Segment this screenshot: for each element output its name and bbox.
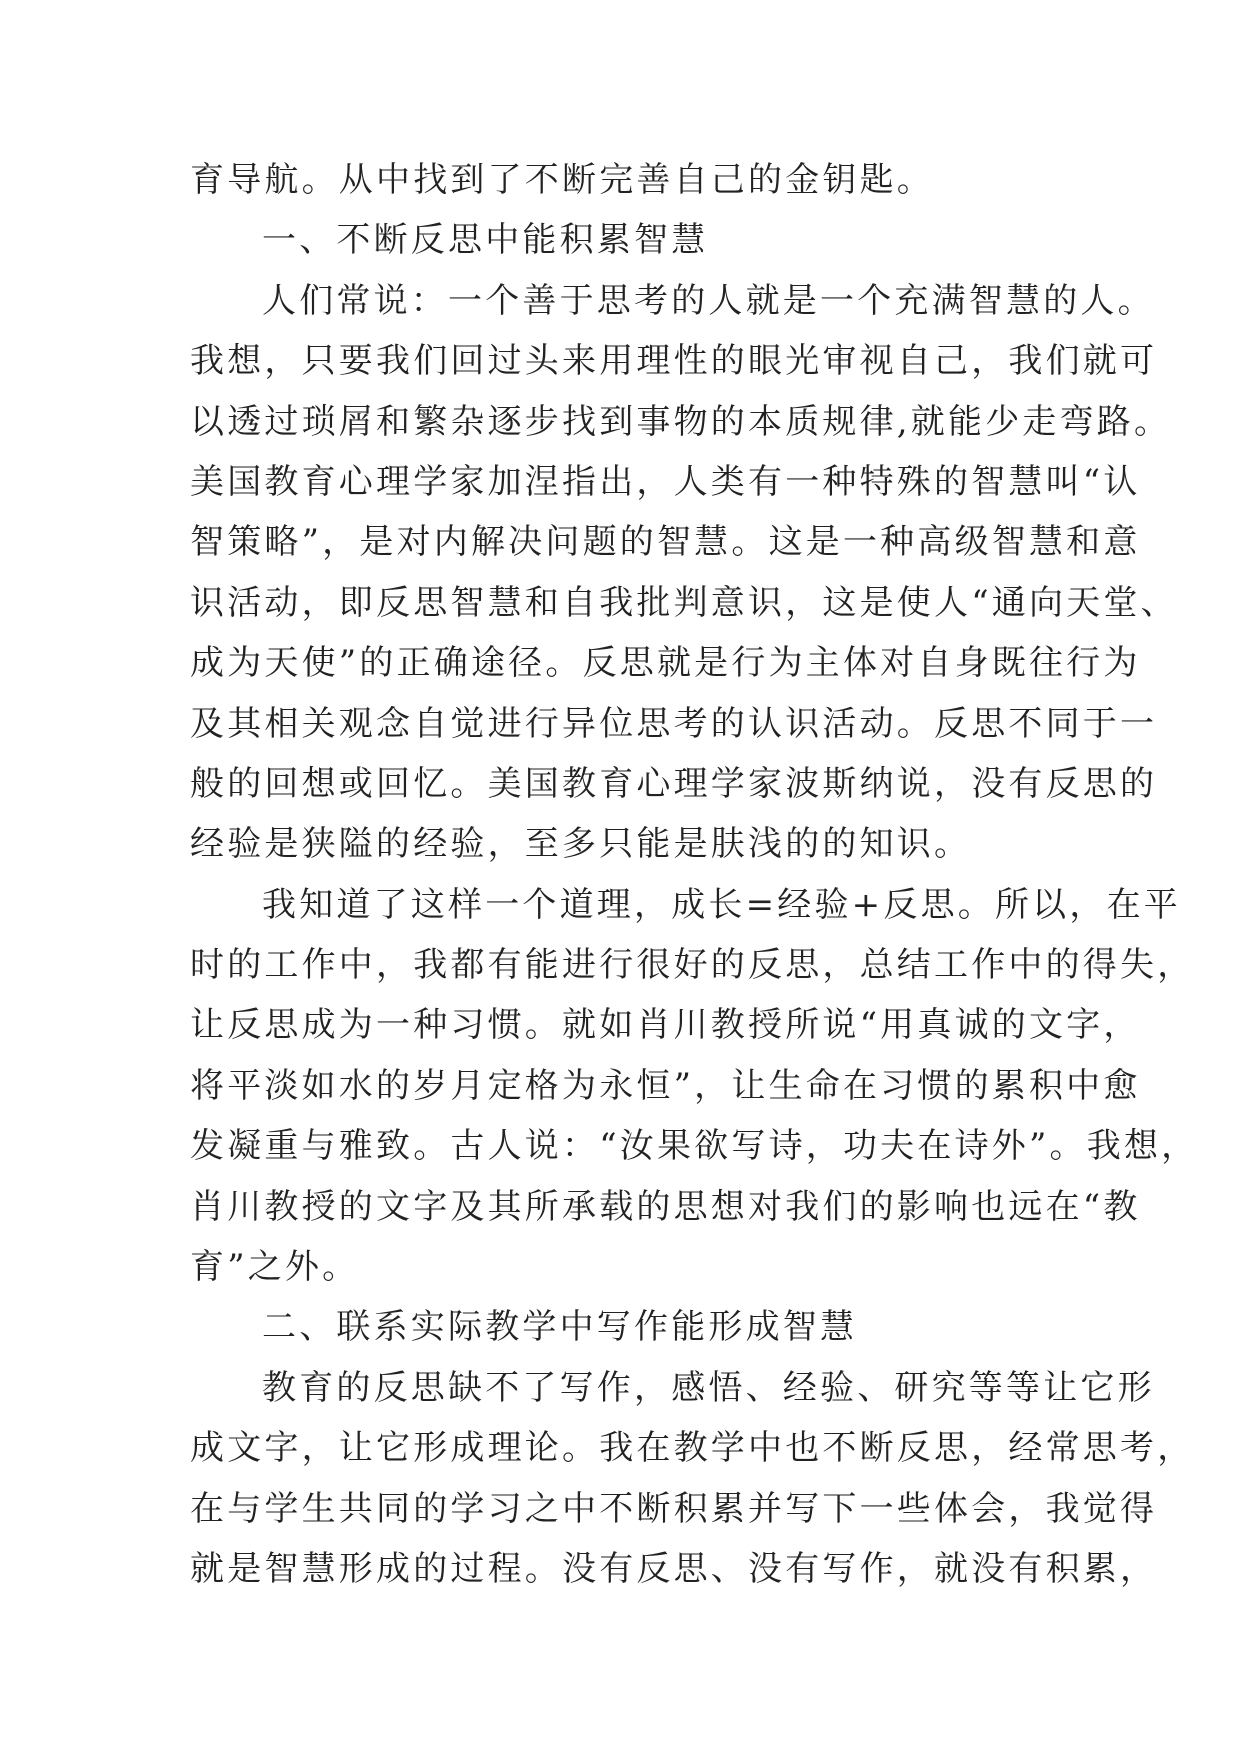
text-line-11: 般的回想或回忆。美国教育心理学家波斯纳说，没有反思的 [190,763,1158,804]
text-line-19: 育”之外。 [190,1247,360,1288]
text-line-10: 及其相关观念自觉进行异位思考的认识活动。反思不同于一 [190,703,1158,744]
text-line-16: 将平淡如水的岁月定格为永恒”，让生命在习惯的累积中愈 [190,1065,1141,1106]
text-line-17: 发凝重与雅致。古人说：“汝果欲写诗，功夫在诗外”。我想， [190,1126,1199,1167]
section-heading-1: 一、不断反思中能积累智慧 [262,220,709,261]
document-body [190,150,1199,1599]
text-line-1: 育导航。从中找到了不断完善自己的金钥匙。 [190,160,934,200]
text-line-22: 成文字，让它形成理论。我在教学中也不断反思，经常思考， [190,1428,1195,1469]
text-line-14: 时的工作中，我都有能进行很好的反思，总结工作中的得失， [190,945,1195,986]
text-line-13: 我知道了这样一个道理，成长=经验+反思。所以，在平 [262,884,1181,925]
text-line-9: 成为天使”的正确途径。反思就是行为主体对自身既往行为 [190,643,1141,684]
text-line-5: 以透过琐屑和繁杂逐步找到事物的本质规律,就能少走弯路。 [190,401,1172,442]
text-line-12: 经验是狭隘的经验，至多只能是肤浅的的知识。 [190,824,972,865]
text-line-24: 就是智慧形成的过程。没有反思、没有写作，就没有积累， [190,1548,1158,1589]
text-line-7: 智策略”，是对内解决问题的智慧。这是一种高级智慧和意 [190,522,1141,563]
text-line-3: 人们常说：一个善于思考的人就是一个充满智慧的人。 [262,280,1155,321]
text-line-15: 让反思成为一种习惯。就如肖川教授所说“用真诚的文字， [190,1005,1141,1046]
text-line-4: 我想，只要我们回过头来用理性的眼光审视自己，我们就可 [190,341,1158,382]
text-line-8: 识活动，即反思智慧和自我批判意识，这是使人“通向天堂、 [190,582,1178,623]
text-line-21: 教育的反思缺不了写作，感悟、经验、研究等等让它形 [262,1367,1155,1408]
section-heading-2: 二、联系实际教学中写作能形成智慧 [262,1307,858,1348]
text-line-23: 在与学生共同的学习之中不断积累并写下一些体会，我觉得 [190,1488,1158,1529]
text-line-6: 美国教育心理学家加涅指出，人类有一种特殊的智慧叫“认 [190,461,1141,502]
text-line-18: 肖川教授的文字及其所承载的思想对我们的影响也远在“教 [190,1186,1141,1227]
